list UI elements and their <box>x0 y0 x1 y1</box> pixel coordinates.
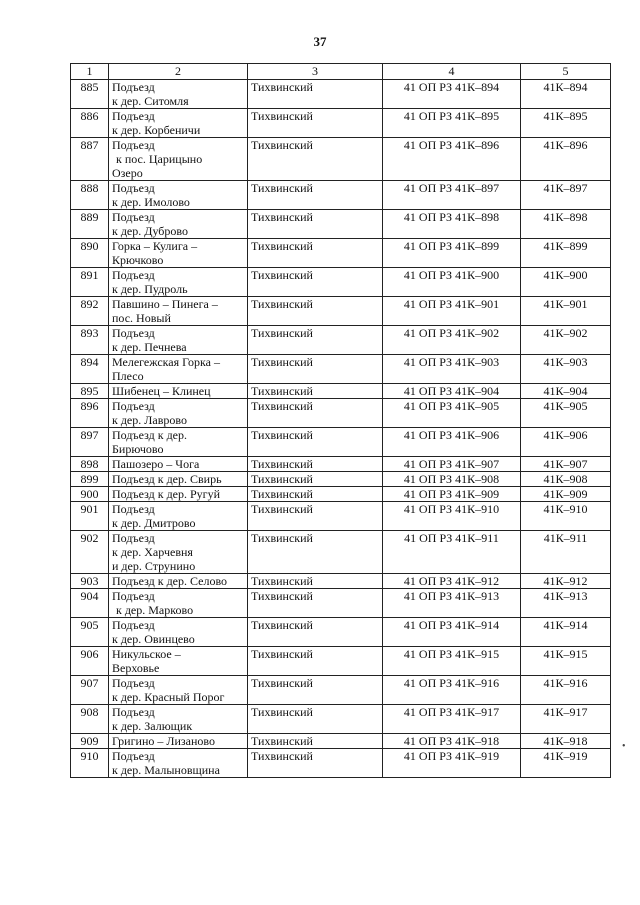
road-name-line: Павшино – Пинега – <box>112 297 218 311</box>
road-name-line: Подъезд к дер. Селово <box>112 574 228 588</box>
road-identifier: 41 ОП РЗ 41К–915 <box>383 647 521 676</box>
page-number: 37 <box>313 34 327 49</box>
district: Тихвинский <box>248 676 383 705</box>
row-number: 908 <box>71 705 109 734</box>
district: Тихвинский <box>248 355 383 384</box>
table-row <box>71 80 611 109</box>
table-row <box>71 384 611 399</box>
road-name-line: Плесо <box>112 369 144 383</box>
district: Тихвинский <box>248 574 383 589</box>
road-name-line: и дер. Струнино <box>112 559 196 573</box>
table-header <box>71 64 611 80</box>
road-identifier: 41 ОП РЗ 41К–904 <box>383 384 521 399</box>
road-name-line: к пос. Царицыно <box>116 152 203 166</box>
row-number: 902 <box>71 531 109 574</box>
table-row <box>71 428 611 457</box>
road-name <box>109 574 248 589</box>
road-name <box>109 399 248 428</box>
road-name-line: Подъезд к дер. Свирь <box>112 472 222 486</box>
road-code: 41К–903 <box>521 355 611 384</box>
row-number: 887 <box>71 138 109 181</box>
district: Тихвинский <box>248 297 383 326</box>
road-name <box>109 239 248 268</box>
district: Тихвинский <box>248 487 383 502</box>
road-code: 41К–908 <box>521 472 611 487</box>
road-name-line: к дер. Красный Порог <box>112 690 225 704</box>
row-number: 906 <box>71 647 109 676</box>
road-name-line: к дер. Харчевня <box>112 545 193 559</box>
road-identifier: 41 ОП РЗ 41К–906 <box>383 428 521 457</box>
road-identifier: 41 ОП РЗ 41К–917 <box>383 705 521 734</box>
road-identifier: 41 ОП РЗ 41К–912 <box>383 574 521 589</box>
table-row <box>71 749 611 778</box>
road-identifier: 41 ОП РЗ 41К–910 <box>383 502 521 531</box>
road-name-line: к дер. Залющик <box>112 719 193 733</box>
road-name-line: Мелегежская Горка – <box>112 355 220 369</box>
district: Тихвинский <box>248 268 383 297</box>
road-name-line: Подъезд <box>112 531 155 545</box>
table-row <box>71 109 611 138</box>
road-name-line: Подъезд <box>112 618 155 632</box>
table-row <box>71 676 611 705</box>
road-name-line: Григино – Лизаново <box>112 734 216 748</box>
road-code: 41К–902 <box>521 326 611 355</box>
table-row <box>71 268 611 297</box>
road-name-line: Подъезд <box>112 80 155 94</box>
row-number: 899 <box>71 472 109 487</box>
road-identifier: 41 ОП РЗ 41К–913 <box>383 589 521 618</box>
district: Тихвинский <box>248 399 383 428</box>
road-name <box>109 502 248 531</box>
table-row <box>71 531 611 574</box>
road-code: 41К–898 <box>521 210 611 239</box>
district: Тихвинский <box>248 589 383 618</box>
road-name-line: Бирючово <box>112 442 164 456</box>
row-number: 900 <box>71 487 109 502</box>
road-name-line: Подъезд <box>112 109 155 123</box>
row-number: 910 <box>71 749 109 778</box>
road-name-line: Подъезд к дер. <box>112 428 187 442</box>
district: Тихвинский <box>248 210 383 239</box>
road-code: 41К–894 <box>521 80 611 109</box>
district: Тихвинский <box>248 80 383 109</box>
road-name-line: к дер. Марково <box>116 603 194 617</box>
road-name-line: Горка – Кулига – <box>112 239 198 253</box>
road-name <box>109 647 248 676</box>
road-name-line: к дер. Ситомля <box>112 94 189 108</box>
table-row <box>71 618 611 647</box>
road-name <box>109 749 248 778</box>
road-name-line: Крючково <box>112 253 164 267</box>
district: Тихвинский <box>248 181 383 210</box>
road-code: 41К–906 <box>521 428 611 457</box>
table-row <box>71 734 611 749</box>
road-name-line: Подъезд <box>112 502 155 516</box>
road-name <box>109 472 248 487</box>
road-code: 41К–899 <box>521 239 611 268</box>
road-name-line: Подъезд <box>112 749 155 763</box>
road-name <box>109 138 248 181</box>
road-name <box>109 297 248 326</box>
row-number: 905 <box>71 618 109 647</box>
road-name <box>109 210 248 239</box>
road-name-line: Подъезд <box>112 705 155 719</box>
row-number: 904 <box>71 589 109 618</box>
road-name-line: к дер. Овинцево <box>112 632 195 646</box>
road-name-line: Подъезд <box>112 589 155 603</box>
road-identifier: 41 ОП РЗ 41К–908 <box>383 472 521 487</box>
road-code: 41К–909 <box>521 487 611 502</box>
row-number: 885 <box>71 80 109 109</box>
road-name-line: Шибенец – Клинец <box>112 384 211 398</box>
district: Тихвинский <box>248 749 383 778</box>
table-body <box>71 80 611 778</box>
road-identifier: 41 ОП РЗ 41К–894 <box>383 80 521 109</box>
road-code: 41К–916 <box>521 676 611 705</box>
road-identifier: 41 ОП РЗ 41К–900 <box>383 268 521 297</box>
road-code: 41К–904 <box>521 384 611 399</box>
road-name-line: к дер. Дмитрово <box>112 516 196 530</box>
table-row <box>71 399 611 428</box>
table-row <box>71 239 611 268</box>
road-name-line: к дер. Имолово <box>112 195 190 209</box>
district: Тихвинский <box>248 109 383 138</box>
table-row <box>71 457 611 472</box>
roads-table <box>70 63 611 778</box>
road-name-line: к дер. Печнева <box>112 340 187 354</box>
row-number: 901 <box>71 502 109 531</box>
road-code: 41К–896 <box>521 138 611 181</box>
road-name-line: Озеро <box>112 166 143 180</box>
table-row <box>71 326 611 355</box>
row-number: 889 <box>71 210 109 239</box>
road-identifier: 41 ОП РЗ 41К–902 <box>383 326 521 355</box>
road-name-line: к дер. Пудроль <box>112 282 188 296</box>
row-number: 895 <box>71 384 109 399</box>
road-code: 41К–900 <box>521 268 611 297</box>
table-row <box>71 355 611 384</box>
road-code: 41К–901 <box>521 297 611 326</box>
district: Тихвинский <box>248 239 383 268</box>
row-number: 897 <box>71 428 109 457</box>
road-identifier: 41 ОП РЗ 41К–918 <box>383 734 521 749</box>
road-name-line: Пашозеро – Чога <box>112 457 200 471</box>
road-identifier: 41 ОП РЗ 41К–909 <box>383 487 521 502</box>
road-name-line: Подъезд <box>112 399 155 413</box>
column-header-5: 5 <box>521 64 611 80</box>
district: Тихвинский <box>248 647 383 676</box>
road-name <box>109 676 248 705</box>
road-name <box>109 618 248 647</box>
table-row <box>71 472 611 487</box>
row-number: 907 <box>71 676 109 705</box>
road-identifier: 41 ОП РЗ 41К–914 <box>383 618 521 647</box>
road-name <box>109 80 248 109</box>
road-identifier: 41 ОП РЗ 41К–903 <box>383 355 521 384</box>
district: Тихвинский <box>248 384 383 399</box>
road-identifier: 41 ОП РЗ 41К–907 <box>383 457 521 472</box>
table-row <box>71 210 611 239</box>
table-row <box>71 502 611 531</box>
road-name <box>109 487 248 502</box>
road-code: 41К–897 <box>521 181 611 210</box>
road-identifier: 41 ОП РЗ 41К–898 <box>383 210 521 239</box>
table-row <box>71 705 611 734</box>
road-identifier: 41 ОП РЗ 41К–916 <box>383 676 521 705</box>
district: Тихвинский <box>248 472 383 487</box>
road-name <box>109 457 248 472</box>
row-number: 909 <box>71 734 109 749</box>
road-name-line: Верховье <box>112 661 160 675</box>
road-identifier: 41 ОП РЗ 41К–919 <box>383 749 521 778</box>
district: Тихвинский <box>248 531 383 574</box>
road-name-line: к дер. Малыновщина <box>112 763 220 777</box>
road-code: 41К–915 <box>521 647 611 676</box>
edge-mark: • <box>622 741 626 752</box>
district: Тихвинский <box>248 734 383 749</box>
road-name <box>109 268 248 297</box>
road-name-line: Подъезд <box>112 210 155 224</box>
district: Тихвинский <box>248 502 383 531</box>
table-row <box>71 297 611 326</box>
row-number: 886 <box>71 109 109 138</box>
row-number: 898 <box>71 457 109 472</box>
road-code: 41К–918 <box>521 734 611 749</box>
district: Тихвинский <box>248 705 383 734</box>
district: Тихвинский <box>248 618 383 647</box>
road-name <box>109 734 248 749</box>
road-name <box>109 355 248 384</box>
road-code: 41К–905 <box>521 399 611 428</box>
column-header-2: 2 <box>109 64 248 80</box>
district: Тихвинский <box>248 326 383 355</box>
district: Тихвинский <box>248 428 383 457</box>
row-number: 888 <box>71 181 109 210</box>
table-row <box>71 589 611 618</box>
road-name-line: Подъезд <box>112 181 155 195</box>
road-name-line: Подъезд <box>112 268 155 282</box>
road-code: 41К–910 <box>521 502 611 531</box>
road-name-line: Подъезд <box>112 326 155 340</box>
row-number: 893 <box>71 326 109 355</box>
row-number: 892 <box>71 297 109 326</box>
road-code: 41К–912 <box>521 574 611 589</box>
table-row <box>71 181 611 210</box>
road-identifier: 41 ОП РЗ 41К–896 <box>383 138 521 181</box>
road-name <box>109 705 248 734</box>
column-header-4: 4 <box>383 64 521 80</box>
road-name <box>109 326 248 355</box>
road-name-line: к дер. Корбеничи <box>112 123 201 137</box>
road-identifier: 41 ОП РЗ 41К–895 <box>383 109 521 138</box>
row-number: 891 <box>71 268 109 297</box>
road-code: 41К–913 <box>521 589 611 618</box>
road-name <box>109 531 248 574</box>
road-name <box>109 428 248 457</box>
row-number: 890 <box>71 239 109 268</box>
road-name-line: пос. Новый <box>112 311 171 325</box>
road-name-line: Подъезд <box>112 138 155 152</box>
road-identifier: 41 ОП РЗ 41К–911 <box>383 531 521 574</box>
road-name <box>109 384 248 399</box>
column-header-1: 1 <box>71 64 109 80</box>
road-name-line: Подъезд к дер. Ругуй <box>112 487 221 501</box>
road-identifier: 41 ОП РЗ 41К–897 <box>383 181 521 210</box>
table-row <box>71 487 611 502</box>
road-code: 41К–911 <box>521 531 611 574</box>
header-row <box>71 64 611 80</box>
table-row <box>71 138 611 181</box>
district: Тихвинский <box>248 138 383 181</box>
road-code: 41К–914 <box>521 618 611 647</box>
road-name-line: Никульское – <box>112 647 181 661</box>
table-row <box>71 647 611 676</box>
road-identifier: 41 ОП РЗ 41К–905 <box>383 399 521 428</box>
district: Тихвинский <box>248 457 383 472</box>
road-name <box>109 109 248 138</box>
row-number: 903 <box>71 574 109 589</box>
road-name-line: к дер. Лаврово <box>112 413 187 427</box>
road-name <box>109 589 248 618</box>
row-number: 896 <box>71 399 109 428</box>
table-row <box>71 574 611 589</box>
road-code: 41К–895 <box>521 109 611 138</box>
road-name-line: к дер. Дуброво <box>112 224 188 238</box>
road-name-line: Подъезд <box>112 676 155 690</box>
road-identifier: 41 ОП РЗ 41К–901 <box>383 297 521 326</box>
road-code: 41К–907 <box>521 457 611 472</box>
road-code: 41К–917 <box>521 705 611 734</box>
road-code: 41К–919 <box>521 749 611 778</box>
road-name <box>109 181 248 210</box>
row-number: 894 <box>71 355 109 384</box>
column-header-3: 3 <box>248 64 383 80</box>
road-identifier: 41 ОП РЗ 41К–899 <box>383 239 521 268</box>
